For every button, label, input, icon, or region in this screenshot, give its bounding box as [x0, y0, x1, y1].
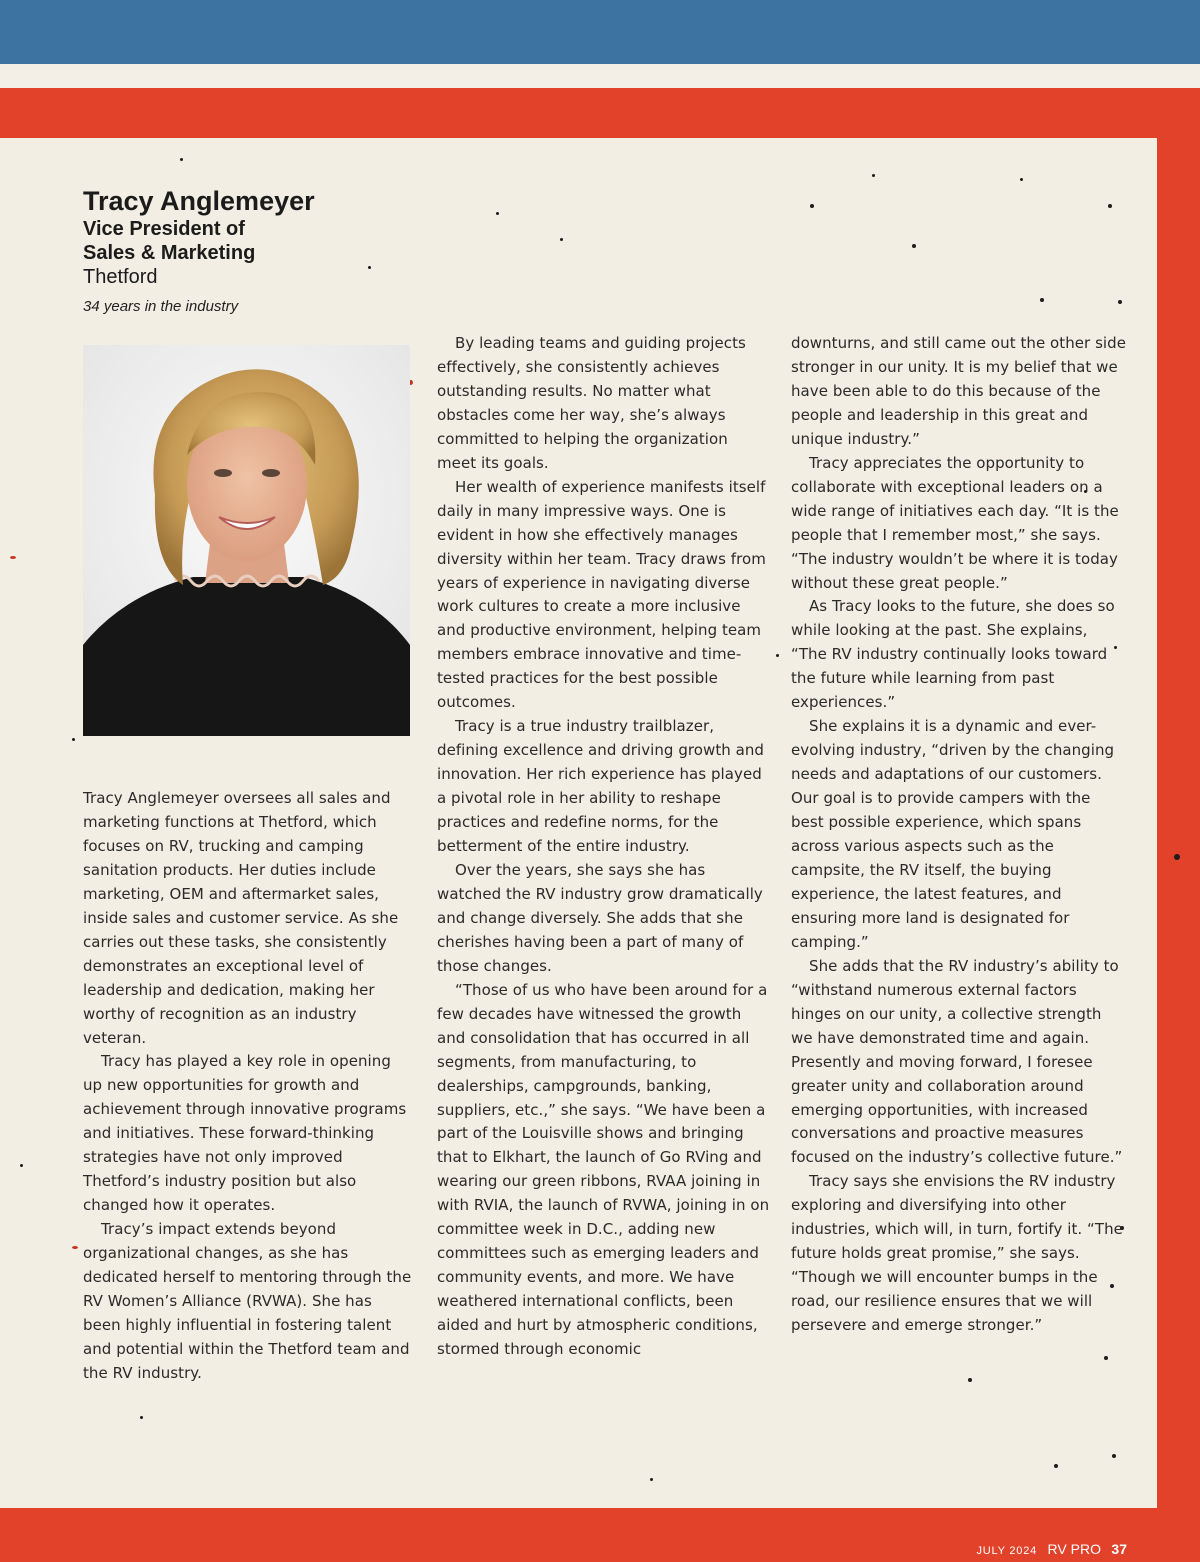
article-paragraph: Tracy has played a key role in opening up new opportunities for growth and achievement through innovative programs and initiatives. These forward-thinking strategies have not only improved Thetford’s industry position but also changed how it operates. — [83, 1052, 407, 1215]
article-column-2 — [437, 332, 771, 1362]
article-paragraph: Tracy says she envisions the RV industry exploring and diversifying into other industries, which will, in turn, fortify it. “The future holds great promise,” she says. “Though we will encounter bumps in the road, our resilience ensures that we will persevere and emerge stronger.” — [791, 1172, 1123, 1335]
article-paragraph: Tracy’s impact extends beyond organizational changes, as she has dedicated herself to mentoring through the RV Women’s Alliance (RVWA). She has been highly influential in fostering talent and potential within the Thetford team and the RV industry. — [83, 1220, 412, 1382]
article-paragraph: downturns, and still came out the other side stronger in our unity. It is my belief that we have been able to do this because of the people and leadership in this great and unique industry.” — [791, 334, 1127, 448]
portrait-illustration — [83, 345, 410, 736]
article-paragraph: Tracy is a true industry trailblazer, defining excellence and driving growth and innovation. Her rich experience has played a pivotal role in her ability to reshape practices and redefine norms, for the betterment of the entire industry. — [437, 717, 765, 856]
portrait-photo — [83, 345, 410, 736]
article-column-1 — [83, 787, 413, 1386]
article-paragraph: Tracy appreciates the opportunity to collaborate with exceptional leaders on a wide range of initiatives each day. “It is the people that I remember most,” she says. “The industry wouldn’t be where it is today without these great people.” — [791, 453, 1119, 592]
profile-title-line1: Vice President of — [83, 218, 245, 240]
article-paragraph: Her wealth of experience manifests itself daily in many impressive ways. One is evident in how she effectively manages diversity within her team. Tracy draws from years of experience in navigating diverse work cultures to create a more inclusive and productive environment, helping team members embrace innovative and time-tested practices for the best possible outcomes. — [437, 477, 766, 712]
article-paragraph: Over the years, she says she has watched the RV industry grow dramatically and change diversely. She adds that she cherishes having been a part of many of those changes. — [437, 860, 763, 975]
article-paragraph: “Those of us who have been around for a few decades have witnessed the growth and consolidation that has occurred in all segments, from manufacturing, to dealerships, campgrounds, banking, suppliers, etc.,” she says. “We have been a part of the Louisville shows and bringing that to Elkhart, the launch of Go RVing and wearing our green ribbons, RVAA joining in with RVIA, the launch of RVWA, joining in on committee week in D.C., adding new committees such as emerging leaders and community events, and more. We have weathered international conflicts, been aided and hurt by atmospheric conditions, stormed through economic — [437, 980, 770, 1359]
page-footer — [976, 1541, 1127, 1559]
article-paragraph: As Tracy looks to the future, she does so while looking at the past. She explains, “The RV industry continually looks toward the future while learning from past experiences.” — [791, 597, 1115, 712]
profile-company: Thetford — [83, 266, 158, 288]
footer-date: JULY 2024 — [976, 1545, 1038, 1557]
footer-magazine: RV PRO — [1047, 1541, 1101, 1557]
article-paragraph: She adds that the RV industry’s ability to “withstand numerous external factors hinges on our unity, a collective strength we have demonstrated time and again. Presently and moving forward, I foresee greater unity and collaboration around emerging opportunities, with increased conversations and proactive measures focused on the industry’s collective future.” — [791, 956, 1123, 1167]
article-paragraph: She explains it is a dynamic and ever-evolving industry, “driven by the changing needs and adaptations of our customers. Our goal is to provide campers with the best possible experience, which spans across various aspects such as the campsite, the RV itself, the buying experience, the latest features, and ensuring more land is designated for camping.” — [791, 717, 1115, 951]
article-paragraph: Tracy Anglemeyer oversees all sales and marketing functions at Thetford, which focuses on RV, trucking and camping sanitation products. Her duties include marketing, OEM and aftermarket sales, inside sales and customer service. As she carries out these tasks, she consistently demonstrates an exceptional level of leadership and dedication, making her worthy of recognition as an industry veteran. — [83, 789, 399, 1047]
article-paragraph: By leading teams and guiding projects effectively, she consistently achieves outstanding results. No matter what obstacles come her way, she’s always committed to helping the organization meet its goals. — [437, 334, 746, 472]
white-stripe — [0, 64, 1200, 88]
article-column-3 — [791, 332, 1127, 1338]
profile-title-line2: Sales & Marketing — [83, 242, 256, 264]
top-color-band — [0, 0, 1200, 64]
profile-name: Tracy Anglemeyer — [83, 186, 315, 216]
profile-tenure: 34 years in the industry — [83, 298, 239, 315]
page-number: 37 — [1111, 1541, 1127, 1557]
